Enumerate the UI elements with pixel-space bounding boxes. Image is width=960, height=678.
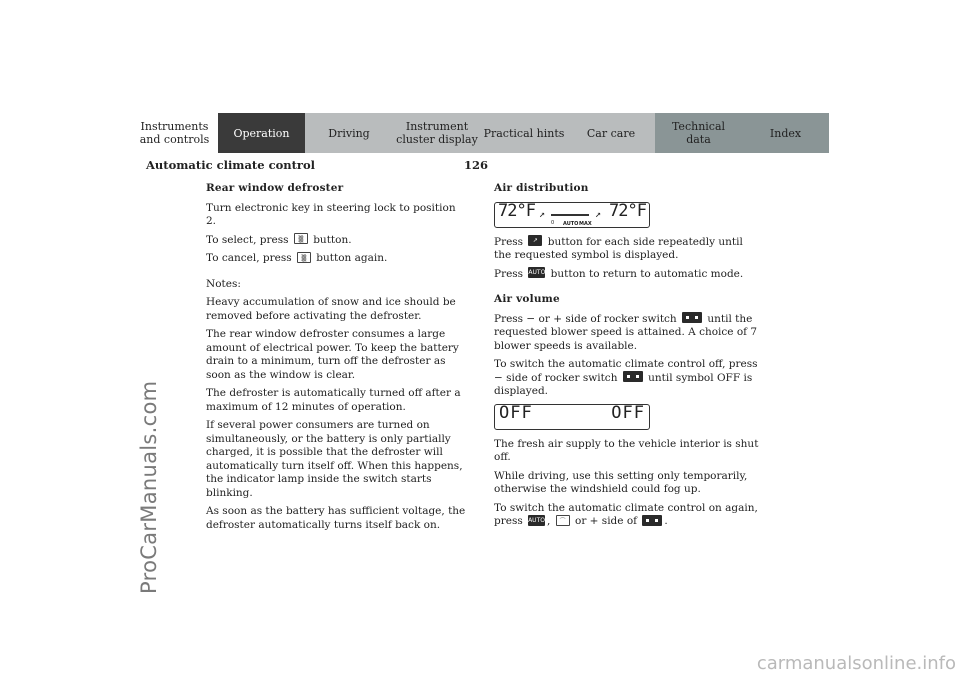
tab-driving[interactable]: Driving — [305, 113, 393, 153]
air-distribution-icon: ↗ — [539, 208, 546, 220]
climate-display — [494, 202, 650, 228]
text: Press — [494, 267, 527, 280]
paragraph: Turn electronic key in steering lock to position 2. — [206, 201, 456, 227]
note: If several power consumers are turned on simultaneously, or the battery is only partially charged, it is possible that the defroster will automatically turn itself off. When this happens, the indicator lamp inside the switch starts blinking. — [206, 419, 463, 499]
text: Press — [494, 235, 527, 248]
footer-watermark: carmanualsonline.info — [756, 653, 956, 674]
note: The defroster is automatically turned off after a maximum of 12 minutes of operation. — [206, 387, 461, 413]
text: button for each side repeatedly until the requested symbol is displayed. — [494, 235, 743, 261]
temp-left: 72°F — [498, 200, 535, 221]
note: The rear window defroster consumes a large amount of electrical power. To keep the battery drain to a minimum, turn off the defroster as soon as the window is clear. — [206, 328, 459, 381]
tab-operation[interactable]: Operation — [218, 113, 305, 153]
paragraph: The fresh air supply to the vehicle interior is shut off. — [494, 437, 759, 463]
temp-right: 72°F — [609, 200, 646, 221]
climate-display-off — [494, 404, 650, 430]
tab-practical-hints[interactable]: Practical hints — [481, 113, 567, 153]
text: To switch the automatic climate control on again, press — [494, 501, 758, 527]
windshield-defrost-icon: ⌒ — [556, 515, 570, 526]
text: To cancel, press — [206, 252, 295, 264]
paragraph — [206, 252, 468, 266]
paragraph — [494, 358, 759, 399]
tab-technical-data[interactable]: Technical data — [655, 113, 742, 153]
text: button. — [309, 233, 352, 246]
tab-car-care[interactable]: Car care — [567, 113, 655, 153]
section-nav — [131, 113, 829, 153]
note: Heavy accumulation of snow and ice should be removed before activating the defroster. — [206, 296, 456, 322]
paragraph — [206, 234, 468, 248]
paragraph — [494, 502, 759, 529]
air-distribution-icon: ↗ — [595, 208, 602, 220]
note: As soon as the battery has sufficient voltage, the defroster automatically turns itself back on. — [206, 505, 466, 531]
paragraph — [494, 236, 759, 263]
notes-label: Notes: — [206, 277, 241, 290]
page-number: 126 — [464, 158, 489, 172]
air-distribution-icon: ↗ — [528, 235, 542, 246]
rear-defroster-icon: ▒ — [297, 252, 311, 263]
blower-rocker-switch-icon — [642, 515, 662, 526]
rear-defroster-heading: Rear window defroster — [206, 182, 344, 194]
text: , — [546, 515, 554, 527]
paragraph — [494, 268, 759, 282]
off-left: OFF — [499, 402, 533, 423]
text: or + side of — [571, 515, 641, 527]
tab-instrument-cluster-display[interactable]: Instrument cluster display — [393, 113, 481, 153]
paragraph: While driving, use this setting only temporarily, otherwise the windshield could fog up. — [494, 469, 748, 495]
right-column — [494, 182, 759, 534]
auto-button-icon: AUTO — [528, 516, 545, 524]
text: . — [664, 515, 668, 527]
text: Press − or + side of rocker switch — [494, 312, 681, 325]
text: button to return to automatic mode. — [547, 267, 744, 280]
blower-bar — [551, 214, 589, 216]
blower-min-label: 0 — [551, 219, 555, 226]
auto-label: AUTO — [563, 220, 579, 227]
blower-rocker-switch-icon — [682, 312, 702, 323]
paragraph — [494, 313, 759, 354]
blower-rocker-switch-icon — [623, 371, 643, 382]
text: button again. — [312, 252, 388, 264]
text: To switch the automatic climate control off, press − side of rocker switch — [494, 358, 758, 384]
tab-instruments-and-controls[interactable]: Instruments and controls — [131, 113, 218, 153]
section-title: Automatic climate control — [146, 158, 316, 172]
air-volume-heading: Air volume — [494, 293, 560, 305]
auto-button-icon: AUTO — [528, 269, 546, 276]
side-watermark: ProCarManuals.com — [137, 380, 161, 594]
max-label: MAX — [579, 220, 592, 227]
text: until symbol OFF is displayed. — [494, 371, 753, 397]
air-distribution-heading: Air distribution — [494, 182, 589, 194]
rear-defroster-icon: ▒ — [294, 233, 308, 244]
off-right: OFF — [611, 402, 645, 423]
tab-index[interactable]: Index — [742, 113, 829, 153]
left-column — [206, 182, 468, 537]
text: To select, press — [206, 233, 292, 246]
text: until the requested blower speed is attained. A choice of 7 blower speeds is available. — [494, 312, 758, 352]
